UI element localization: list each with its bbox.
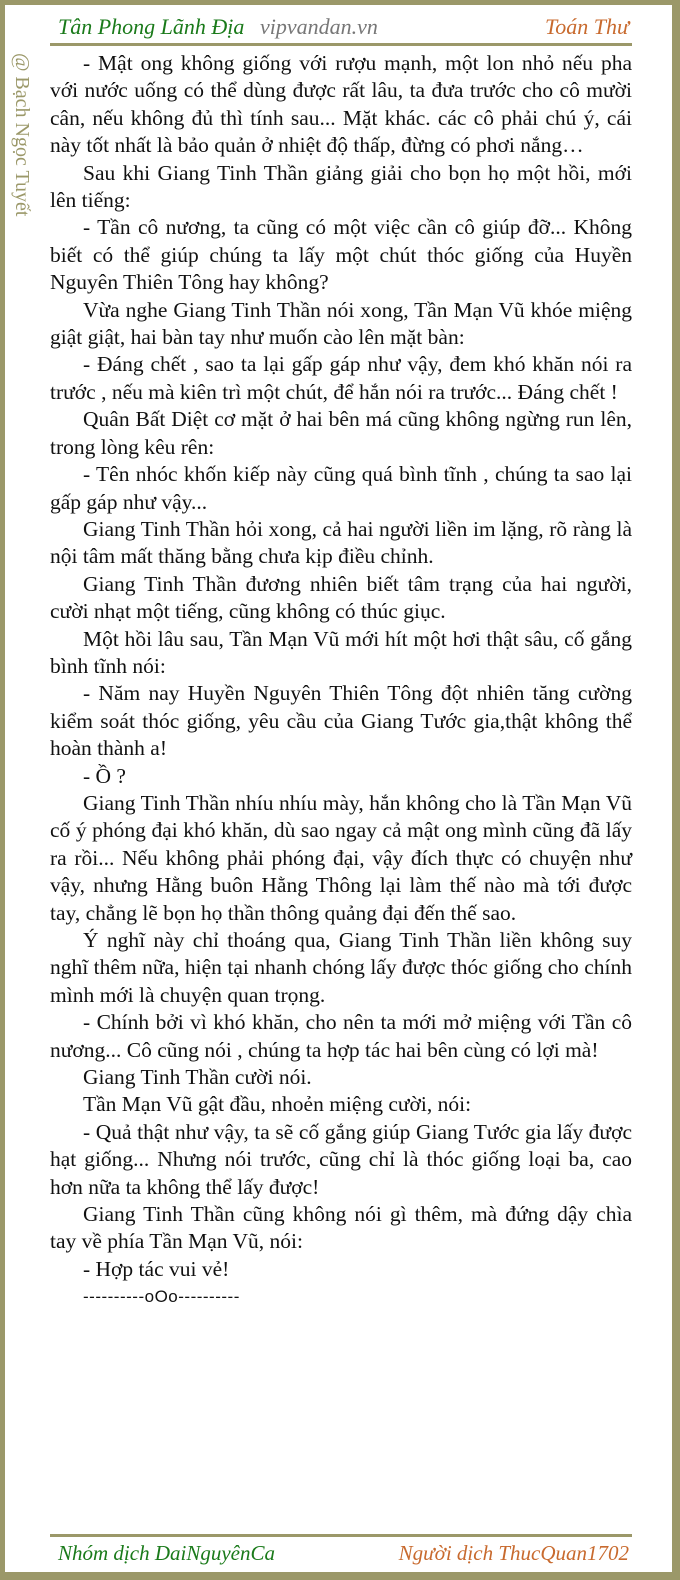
paragraph: - Tên nhóc khốn kiếp này cũng quá bình tĩnh , chúng ta sao lại gấp gáp như vậy... bbox=[50, 462, 632, 514]
paragraph: - Hợp tác vui vẻ! bbox=[83, 1256, 230, 1281]
paragraph: - Năm nay Huyền Nguyên Thiên Tông đột nhiên tăng cường kiểm soát thóc giống, yêu cầu của Giang Tước gia,thật không thể hoàn thành a! bbox=[50, 681, 632, 761]
paragraph: - Chính bởi vì khó khăn, cho nên ta mới mở miệng với Tần cô nương... Cô cũng nói , chúng ta hợp tác hai bên cùng có lợi mà! bbox=[50, 1010, 632, 1062]
paragraph: Ý nghĩ này chỉ thoáng qua, Giang Tinh Thần liền không suy nghĩ thêm nữa, hiện tại nhanh chóng lấy được thóc giống cho chính mình mới là chuyện quan trọng. bbox=[50, 928, 632, 1007]
paragraph: Vừa nghe Giang Tinh Thần nói xong, Tần Mạn Vũ khóe miệng giật giật, hai bàn tay như muốn cào lên mặt bàn: bbox=[50, 297, 632, 350]
page-header bbox=[50, 9, 632, 45]
page-footer bbox=[50, 1539, 632, 1569]
chapter-separator: ----------oOo---------- bbox=[83, 1287, 240, 1307]
paragraph: Giang Tinh Thần hỏi xong, cả hai người liền im lặng, rõ ràng là nội tâm mất thăng bằng chưa kịp điều chỉnh. bbox=[50, 516, 632, 569]
translator-credit: Người dịch ThucQuan1702 bbox=[398, 1541, 629, 1565]
paragraph: Giang Tinh Thần nhíu nhíu mày, hắn không cho là Tần Mạn Vũ cố ý phóng đại khó khăn, dù sao ngay cả mật ong mình cũng đã lấy ra rồi... Nếu không phải phóng đại, vậy đích thực có chuyện như vậy, nhưng Hằng buôn Hằng Thông lại làm thế nào mà tới được tay, chẳng lẽ bọn họ thần thông quảng đại đến thế sao. bbox=[50, 790, 632, 925]
paragraph: Giang Tinh Thần cười nói. bbox=[83, 1065, 312, 1090]
paragraph: - Quả thật như vậy, ta sẽ cố gắng giúp Giang Tước gia lấy được hạt giống... Nhưng nói trước, cũng chỉ là thóc giống loại ba, cao hơn nữa ta không thể lấy được! bbox=[50, 1119, 632, 1199]
paragraph: - Tần cô nương, ta cũng có một việc cần cô giúp đỡ... Không biết có thể giúp chúng ta lấy một chút thóc giống của Huyền Nguyên Thiên Tông hay không? bbox=[50, 215, 632, 295]
header-divider bbox=[50, 43, 632, 46]
paragraph: Giang Tinh Thần đương nhiên biết tâm trạng của hai người, cười nhạt một tiếng, cũng không có thúc giục. bbox=[50, 571, 632, 624]
paragraph: - Đáng chết , sao ta lại gấp gáp như vậy, đem khó khăn nói ra trước , nếu mà kiên trì một chút, để hắn nói ra trước... Đáng chết ! bbox=[50, 352, 632, 404]
footer-divider bbox=[50, 1534, 632, 1537]
paragraph: - Ồ ? bbox=[83, 763, 126, 788]
site-name: vipvandan.vn bbox=[260, 14, 378, 39]
chapter-text bbox=[50, 50, 632, 1311]
paragraph: Tần Mạn Vũ gật đầu, nhoẻn miệng cười, nói: bbox=[83, 1092, 472, 1117]
paragraph: Quân Bất Diệt cơ mặt ở hai bên má cũng không ngừng run lên, trong lòng kêu rên: bbox=[50, 407, 632, 459]
credit-text: @ Bạch Ngọc Tuyết bbox=[11, 53, 33, 217]
paragraph: Sau khi Giang Tinh Thần giảng giải cho bọn họ một hồi, mới lên tiếng: bbox=[50, 160, 632, 213]
paragraph: - Mật ong không giống với rượu mạnh, một lon nhỏ nếu pha với nước uống có thể dùng được rất lâu, ta đưa trước cho cô mười cân, nếu không đủ thì tính sau... Mặt khác. các cô phải chú ý, cái này tốt nhất là bảo quản ở nhiệt độ thấp, đừng có phơi nắng… bbox=[50, 51, 632, 158]
page bbox=[5, 5, 672, 1572]
paragraph: Giang Tinh Thần cũng không nói gì thêm, mà đứng dậy chìa tay về phía Tần Mạn Vũ, nói: bbox=[50, 1202, 632, 1254]
paragraph: Một hồi lâu sau, Tần Mạn Vũ mới hít một hơi thật sâu, cố gắng bình tĩnh nói: bbox=[50, 626, 632, 678]
translation-group: Nhóm dịch DaiNguyênCa bbox=[58, 1541, 275, 1565]
sidebar-credit bbox=[11, 53, 33, 263]
novel-title: Tân Phong Lãnh Địa bbox=[58, 14, 245, 39]
genre-label: Toán Thư bbox=[545, 14, 629, 39]
